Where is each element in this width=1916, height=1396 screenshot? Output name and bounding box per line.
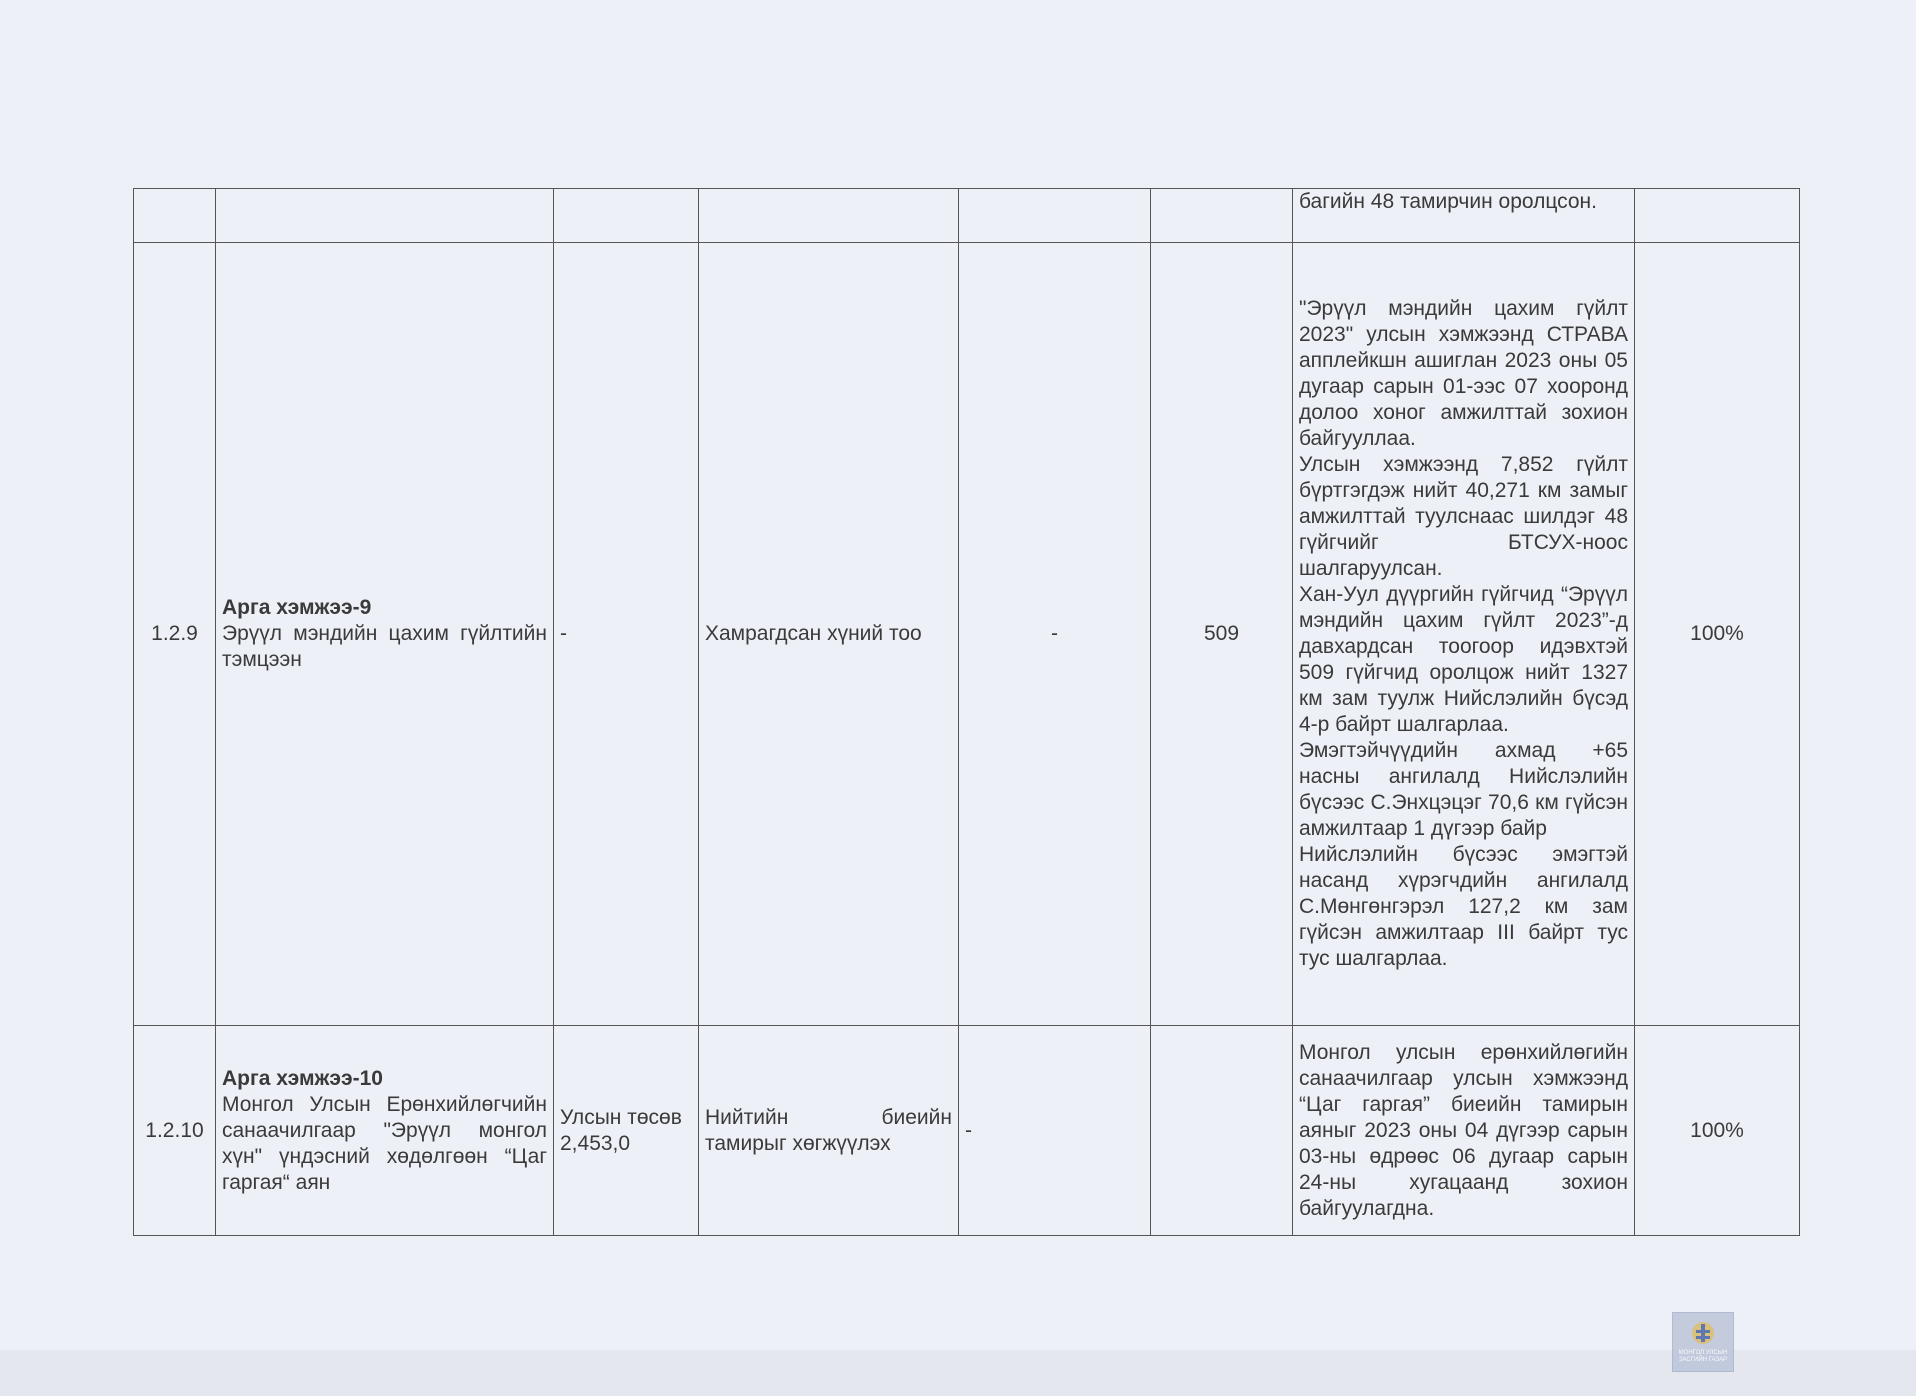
soyombo-emblem-icon xyxy=(1690,1320,1716,1350)
cell-result xyxy=(1151,189,1293,243)
activity-title: Арга хэмжээ-10 xyxy=(222,1066,383,1090)
table-row-1-2-10 xyxy=(134,1026,1800,1236)
description-paragraph: "Эрүүл мэндийн цахим гүйлт 2023" улсын хэмжээнд СТРАВА апплейкшн ашиглан 2023 оны 05 дугаар сарын 01-ээс 07 хооронд долоо хоног амжилттай зохион байгууллаа. xyxy=(1299,297,1628,450)
description-text: багийн 48 тамирчин оролцсон. xyxy=(1299,190,1597,213)
cell-percent: 100% xyxy=(1635,1026,1800,1236)
cell-indicator: Хамрагдсан хүний тоо xyxy=(699,243,959,1026)
cell-activity xyxy=(216,189,554,243)
cell-budget xyxy=(554,189,699,243)
cell-description xyxy=(1293,1026,1635,1236)
cell-activity xyxy=(216,1026,554,1236)
activity-text: Монгол Улсын Ерөнхийлөгчийн санаачилгаар "Эрүүл монгол хүн" үндэсний хөдөлгөөн “Цаг гаргая“ аян xyxy=(222,1092,547,1194)
cell-number: 1.2.9 xyxy=(134,243,216,1026)
page-bottom-strip xyxy=(0,1350,1916,1396)
cell-indicator: Нийтийн биеийн тамирыг хөгжүүлэх xyxy=(699,1026,959,1236)
description-paragraph: Улсын хэмжээнд 7,852 гүйлт бүртгэгдэж нийт 40,271 км замыг амжилттай туулснаас шилдэг 48 гүйгчийг БТСУХ-ноос шалгаруулсан. xyxy=(1299,453,1628,580)
cell-percent: 100% xyxy=(1635,243,1800,1026)
cell-number xyxy=(134,189,216,243)
cell-result: 509 xyxy=(1151,243,1293,1026)
description-paragraph: Эмэгтэйчүүдийн ахмад +65 насны ангилалд Нийслэлийн бүсээс С.Энхцэцэг 70,6 км гүйсэн амжилтаар 1 дүгээр байр xyxy=(1299,739,1628,840)
cell-budget: Улсын төсөв 2,453,0 xyxy=(554,1026,699,1236)
cell-baseline: - xyxy=(959,243,1151,1026)
activity-text: Эрүүл мэндийн цахим гүйлтийн тэмцээн xyxy=(222,622,547,671)
cell-result xyxy=(1151,1026,1293,1236)
cell-baseline: - xyxy=(959,1026,1151,1236)
cell-number: 1.2.10 xyxy=(134,1026,216,1236)
description-paragraph: Нийслэлийн бүсээс эмэгтэй насанд хүрэгчдийн ангилалд С.Мөнгөнгэрэл 127,2 км зам гүйсэн амжилтаар III байрт тус тус шалгарлаа. xyxy=(1299,843,1628,970)
logo-caption: МОНГОЛ УЛСЫН ЗАСГИЙН ГАЗАР xyxy=(1678,1350,1728,1363)
table-row-1-2-9 xyxy=(134,243,1800,1026)
description-text: Монгол улсын ерөнхийлөгийн санаачилгаар улсын хэмжээнд “Цаг гаргая” биеийн тамирын аяныг 2023 оны 04 дүгээр сарын 03-ны өдрөөс 06 дугаар сарын 24-ны хугацаанд зохион байгуулагдна. xyxy=(1299,1040,1628,1220)
table-row-continuation xyxy=(134,189,1800,243)
government-logo xyxy=(1672,1312,1734,1372)
activity-table xyxy=(133,188,1800,1236)
activity-title: Арга хэмжээ-9 xyxy=(222,596,372,619)
cell-description xyxy=(1293,189,1635,243)
cell-percent xyxy=(1635,189,1800,243)
cell-indicator xyxy=(699,189,959,243)
cell-baseline xyxy=(959,189,1151,243)
cell-activity xyxy=(216,243,554,1026)
description-paragraph: Хан-Уул дүүргийн гүйгчид “Эрүүл мэндийн цахим гүйлт 2023”-д давхардсан тоогоор идэвхтэй 509 гүйгчид оролцож нийт 1327 км зам туулж Нийслэлийн бүсэд 4-р байрт шалгарлаа. xyxy=(1299,583,1628,736)
cell-budget: - xyxy=(554,243,699,1026)
cell-description xyxy=(1293,243,1635,1026)
